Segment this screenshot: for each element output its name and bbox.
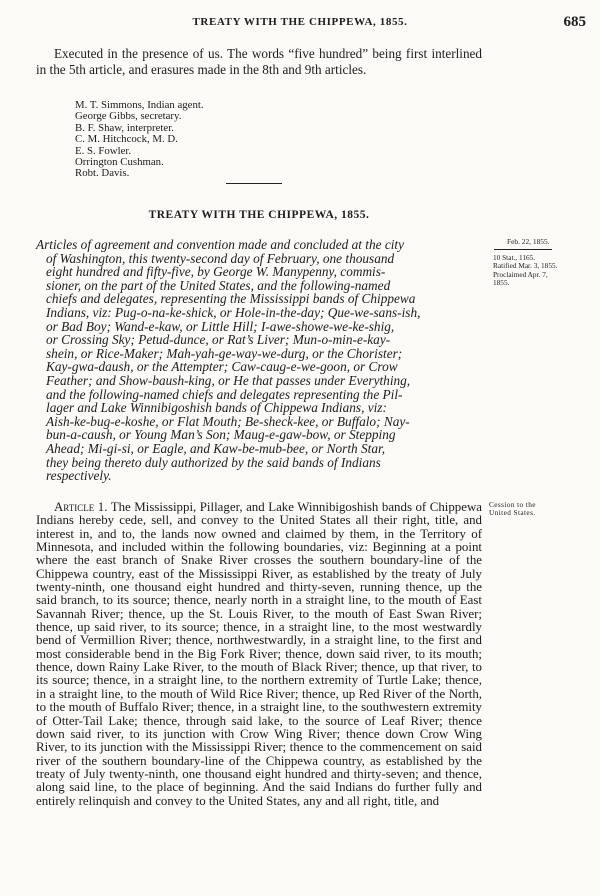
preamble-line: they being thereto duly authorized by the said bands of Indians — [46, 454, 381, 470]
margin-note-line: Proclaimed Apr. 7, — [493, 269, 548, 279]
article-1 — [36, 501, 482, 808]
signatory-list — [75, 100, 204, 180]
preamble-line: shein, or Rice-Maker; Mah-yah-ge-way-we-durg, or the Chorister; — [46, 345, 403, 361]
preamble-line: Indians, viz: Pug-o-na-ke-shick, or Hole-in-the-day; Que-we-sans-ish, — [46, 304, 421, 320]
margin-note-line: 10 Stat., 1165. — [493, 253, 536, 262]
preamble-line: Aish-ke-bug-e-koshe, or Flat Mouth; Be-sheck-kee, or Buffalo; Nay- — [46, 413, 410, 429]
treaty-title: TREATY WITH THE CHIPPEWA, 1855. — [148, 209, 370, 221]
signatory: C. M. Hitchcock, M. D. — [75, 133, 178, 146]
preamble-line: sioner, on the part of the United States, and the following-named — [46, 277, 391, 293]
margin-note-cession — [489, 501, 595, 517]
preamble-line: eight hundred and fifty-five, by George W. Manypenny, commis- — [46, 264, 386, 280]
preamble-line: and the following-named chiefs and delegates representing the Pil- — [46, 386, 403, 402]
signatory: George Gibbs, secretary. — [75, 110, 182, 123]
preamble-line: respectively. — [46, 468, 112, 484]
preamble-line: Feather; and Show-baush-king, or He that passes under Everything, — [46, 372, 411, 388]
margin-note-line: United States. — [489, 508, 536, 518]
article-1-body: The Mississippi, Pillager, and Lake Winnibigoshish bands of Chippewa Indians hereby cede, sell, and convey to the United States all their right, title, and interest in, and to, the lands now owned and claimed by them, in the Territory of Minnesota, and included within the following boundaries, viz: Beginning at a point where the east branch of Snake River crosses the southern boundary-line of the Chippewa country, east of the Mississippi River, as established by the treaty of July twenty-ninth, one thousand eight hundred and thirty-seven, running thence, up the said branch, to its source; thence, nearly north in a straight line, to the mouth of East Savannah River; thence, up the St. Louis River, to the mouth of East Swan River; thence, up said river, to its source; thence, in a straight line, to the most westwardly bend of Vermillion River; thence, northwestwardly, in a straight line, to the first and most considerable bend in the Big Fork River; thence, down said river, to its mouth; thence, down Rainy Lake River, to the mouth of Black River; thence, up that river, to its source; thence, in a straight line, to the northern extremity of Turtle Lake; thence, in a straight line, to the mouth of Wild Rice River; thence, up Red River of the North, to the mouth of Buffalo River; thence, in a straight line, to the southwestern extremity of Otter-Tail Lake; thence, through said lake, to the source of Leaf River; thence down said river, to its junction with Crow Wing River; thence down Crow Wing River, to its junction with the Mississippi River; thence to the commencement on said river of the southern boundary-line of the Chippewa country, as established by the treaty of July twenty-ninth, one thousand eight hundred and thirty-seven; and thence, along said line, to the place of beginning. And the said Indians do further fully and entirely relinquish and convey to the United States, any and all right, title, and — [36, 500, 482, 808]
page-number: 685 — [563, 14, 586, 30]
running-head — [0, 16, 600, 32]
signatory: E. S. Fowler. — [75, 144, 132, 157]
preamble-line: Ahead; Mi-gi-si, or Eagle, and Kaw-be-mub-bee, or North Star, — [46, 440, 386, 456]
running-title: TREATY WITH THE CHIPPEWA, 1855. — [192, 16, 408, 28]
preamble-line: or Bad Boy; Wand-e-kaw, or Little Hill; I-awe-showe-we-ke-shig, — [46, 318, 395, 334]
margin-note-divider — [494, 249, 552, 250]
signatory: M. T. Simmons, Indian agent. — [75, 99, 204, 111]
preamble-line: chiefs and delegates, representing the Mississippi bands of Chippewa — [46, 291, 416, 307]
preamble-line: or Crossing Sky; Petud-dunce, or Rat’s Liver; Mun-o-min-e-kay- — [46, 332, 391, 348]
signatory: B. F. Shaw, interpreter. — [75, 121, 174, 134]
margin-note-line: 1855. — [493, 278, 510, 288]
signatory: Robt. Davis. — [75, 167, 130, 180]
margin-note-line: Cession to the — [489, 500, 536, 509]
preamble-line: Articles of agreement and convention made and concluded at the city — [36, 237, 405, 252]
article-1-heading: Article 1. — [54, 500, 108, 514]
margin-note-citation — [493, 254, 593, 288]
preamble-line: bun-a-caush, or Young Man’s Son; Maug-e-gaw-bow, or Stepping — [46, 427, 396, 443]
treaty-preamble — [36, 238, 482, 483]
preamble-line: Kay-gwa-daush, or the Attempter; Caw-caug-e-we-goon, or Crow — [46, 359, 398, 375]
signatory: Orrington Cushman. — [75, 156, 164, 169]
margin-note-date: Feb. 22, 1855. — [507, 237, 550, 246]
section-divider — [226, 183, 282, 184]
preamble-line: of Washington, this twenty-second day of February, one thousand — [46, 250, 395, 266]
execution-statement: Executed in the presence of us. The words “five hundred” being first interlined in the 5th article, and erasures made in the 8th and 9th articles. — [36, 46, 482, 77]
preamble-line: lager and Lake Winnibigoshish bands of Chippewa Indians, viz: — [46, 400, 387, 416]
margin-note-line: Ratified Mar. 3, 1855. — [493, 261, 558, 271]
